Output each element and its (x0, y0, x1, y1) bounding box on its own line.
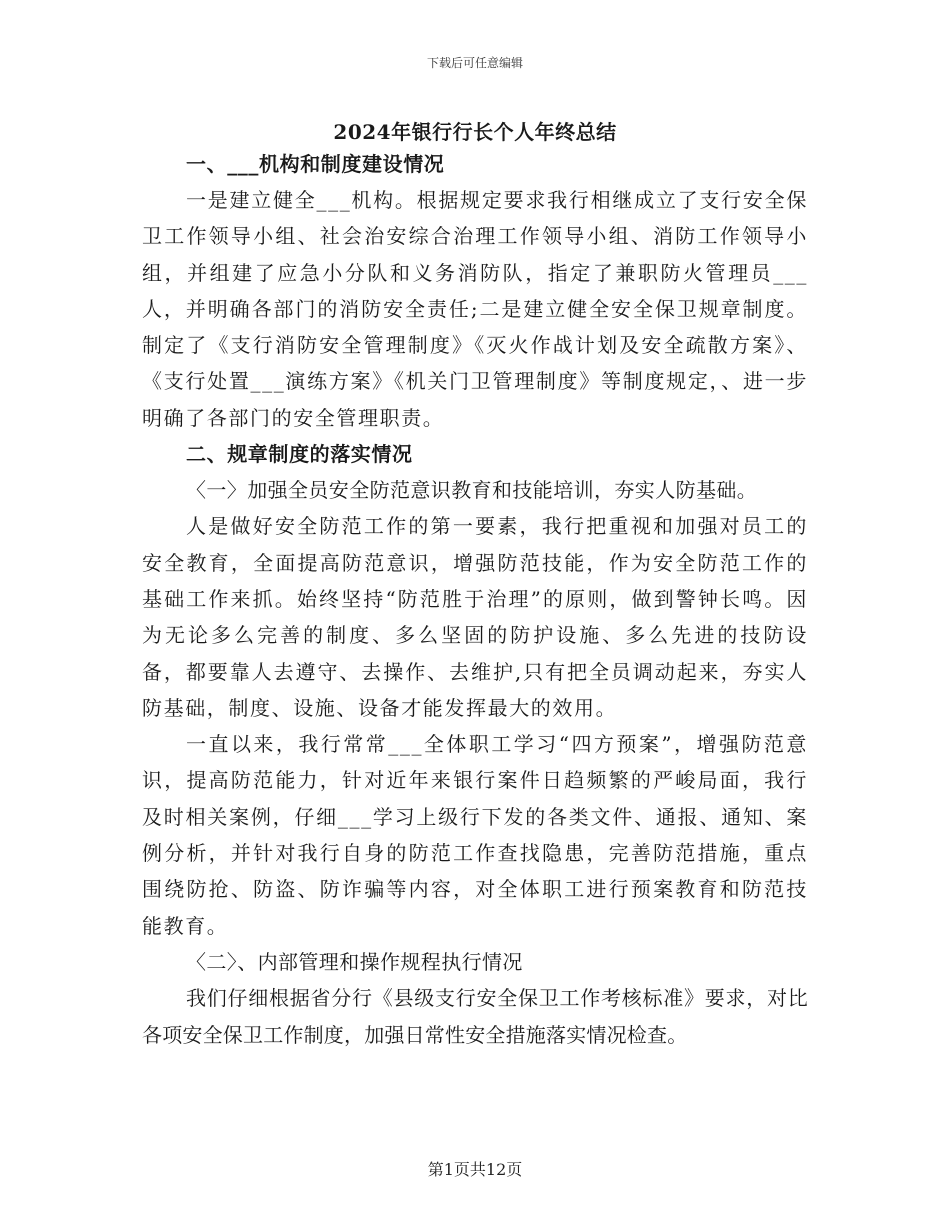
header-note: 下载后可任意编辑 (426, 56, 523, 70)
page-number: 第1页共12页 (427, 1160, 523, 1179)
paragraph: 一直以来，我行常常___全体职工学习“四方预案”，增强防范意识，提高防范能力，针对近年来银行案件日趋频繁的严峻局面，我行及时相关案例，仔细___学习上级行下发的各类文件、通报、通知、案例分析，并针对我行自身的防范工作查找隐患，完善防范措施，重点围绕防抢、防盗、防诈骗等内容，对全体职工进行预案教育和防范技能教育。 (142, 732, 808, 938)
subheading: 〈二〉、内部管理和操作规程执行情况 (186, 949, 523, 974)
paragraph: 一是建立健全___机构。根据规定要求我行相继成立了支行安全保卫工作领导小组、社会治安综合治理工作领导小组、消防工作领导小组，并组建了应急小分队和义务消防队，指定了兼职防火管理员___人，并明确各部门的消防安全责任;二是建立健全安全保卫规章制度。制定了《支行消防安全管理制度》《灭火作战计划及安全疏散方案》、《支行处置___演练方案》《机关门卫管理制度》等制度规定，、进一步明确了各部门的安全管理职责。 (142, 188, 808, 430)
paragraph: 人是做好安全防范工作的第一要素，我行把重视和加强对员工的安全教育，全面提高防范意识，增强防范技能，作为安全防范工作的基础工作来抓。始终坚持“防范胜于治理”的原则，做到警钟长鸣。因为无论多么完善的制度、多么坚固的防护设施、多么先进的技防设备，都要靠人去遵守、去操作、去维护,只有把全员调动起来，夯实人防基础，制度、设施、设备才能发挥最大的效用。 (142, 514, 808, 720)
section-heading-2: 二、规章制度的落实情况 (186, 442, 413, 467)
document-title: 2024年银行行长个人年终总结 (333, 120, 617, 144)
subheading: 〈一〉加强全员安全防范意识教育和技能培训，夯实人防基础。 (186, 478, 758, 503)
document-body (142, 146, 808, 1053)
paragraph: 我们仔细根据省分行《县级支行安全保卫工作考核标准》要求，对比各项安全保卫工作制度，加强日常性安全措施落实情况检查。 (142, 986, 808, 1047)
section-heading-1: 一、___机构和制度建设情况 (186, 152, 445, 176)
